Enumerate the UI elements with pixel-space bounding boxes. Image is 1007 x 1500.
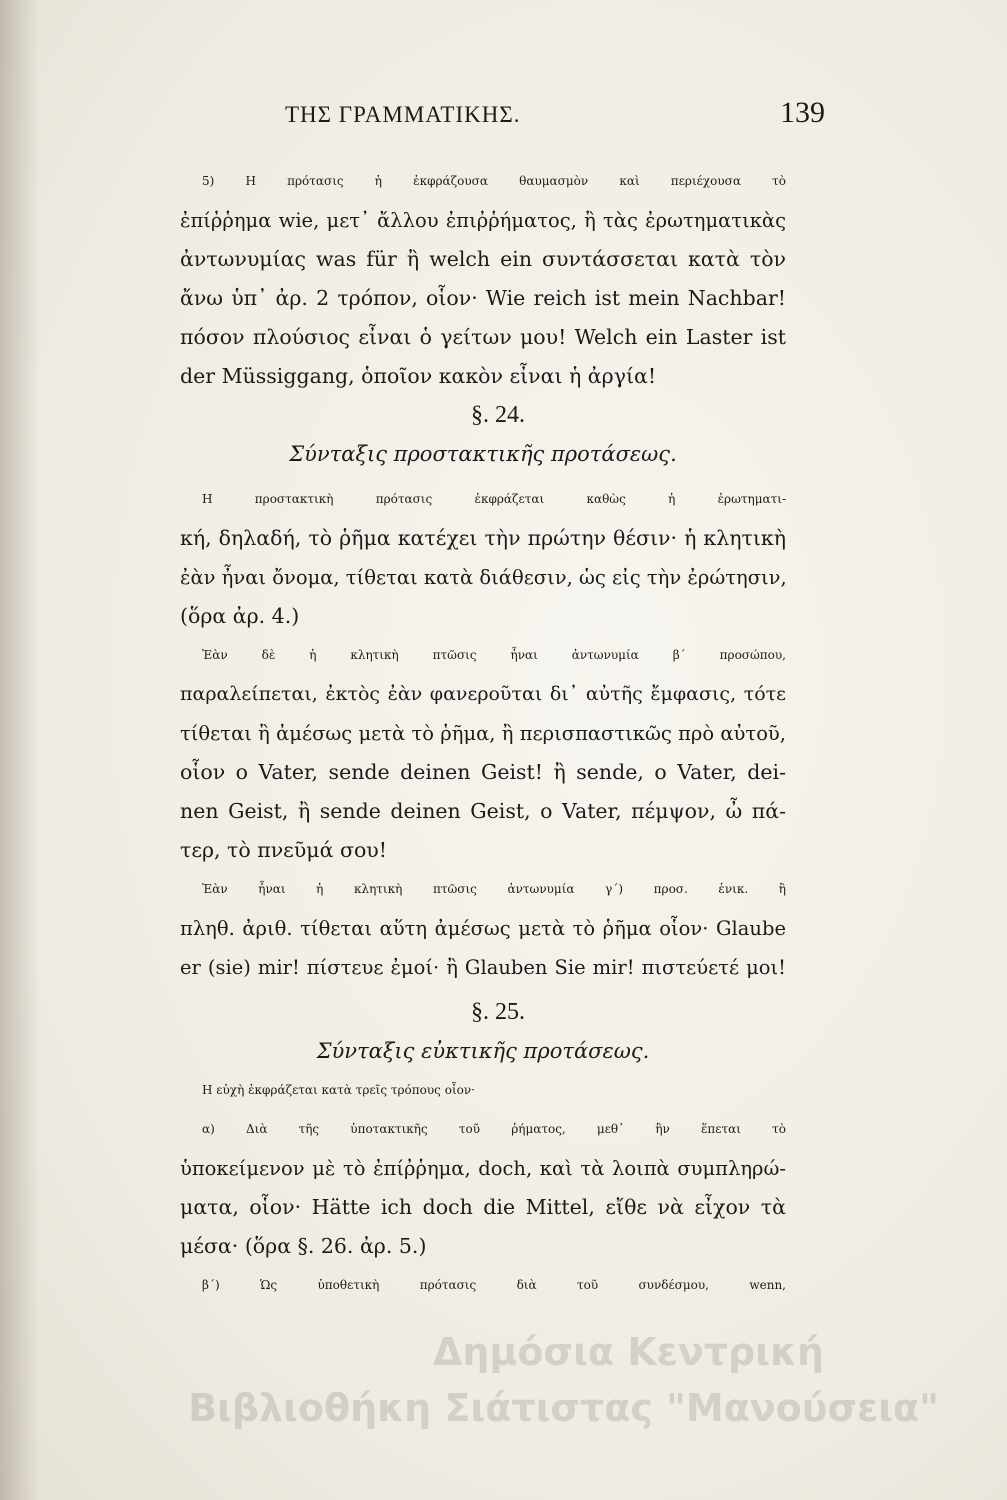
paragraph-imperative	[180, 480, 786, 636]
text-line: ματα, οἷον· Hätte ich doch die Mittel, εἴθε νὰ εἶχον τὰ	[180, 1195, 786, 1219]
text-line: er (sie) mir! πίστευε ἐμοί· ἢ Glauben Sie mir! πιστεύετέ μοι!	[180, 956, 786, 979]
running-head: ΤΗΣ ΓΡΑΜΜΑΤΙΚΗΣ.	[285, 102, 521, 127]
section-title-25: Σύνταξις εὐκτικῆς προτάσεως.	[316, 1039, 650, 1063]
text-line: (ὅρα ἀρ. 4.)	[180, 604, 300, 628]
paragraph-third-person	[180, 870, 786, 987]
page-number: 139	[780, 96, 825, 129]
page-edge-shadow	[0, 0, 40, 1500]
paragraph-wish	[180, 1071, 786, 1110]
text-line: ἐπίῤῥημα wie, μετ᾽ ἄλλου ἐπιῤῥήματος, ἢ τὰς ἐρωτηματικὰς	[180, 209, 786, 232]
text-line: μέσα· (ὅρα §. 26. ἀρ. 5.)	[180, 1234, 427, 1258]
text-line: ἐὰν ἦναι ὄνομα, τίθεται κατὰ διάθεσιν, ὡς εἰς τὴν ἐρώτησιν,	[180, 566, 787, 589]
section-title-24: Σύνταξις προστακτικῆς προτάσεως.	[289, 442, 677, 466]
text-line: β΄) Ὡς ὑποθετικὴ πρότασις διὰ τοῦ συνδέσμου, wenn,	[202, 1278, 786, 1292]
paragraph-vocative-pronoun	[180, 636, 786, 870]
text-line: Ἐὰν ἦναι ἡ κλητικὴ πτῶσις ἀντωνυμία γ΄) προσ. ἑνικ. ἢ	[202, 882, 786, 896]
page-header	[285, 96, 825, 136]
page-text	[180, 162, 786, 1305]
section-number-24: §. 24.	[471, 402, 525, 428]
text-line: Η εὐχὴ ἐκφράζεται κατὰ τρεῖς τρόπους οἷον·	[202, 1083, 475, 1097]
paragraph-exclamation	[180, 162, 786, 396]
text-line: nen Geist, ἢ sende deinen Geist, o Vater, πέμψον, ὦ πά-	[180, 799, 786, 823]
text-line: κή, δηλαδή, τὸ ῥῆμα κατέχει τὴν πρώτην θέσιν· ἡ κλητικὴ	[180, 526, 786, 550]
text-line: Ἐὰν δὲ ἡ κλητικὴ πτῶσις ἦναι ἀντωνυμία β΄ προσώπου,	[202, 648, 786, 662]
text-line: πόσον πλούσιος εἶναι ὁ γείτων μου! Welch ein Laster ist	[180, 325, 786, 349]
text-line: παραλείπεται, ἐκτὸς ἐὰν φανεροῦται δι᾽ αὐτῆς ἔμφασις, τότε	[180, 683, 786, 705]
text-line: der Müssiggang, ὁποῖον κακὸν εἶναι ἡ ἀργία!	[180, 364, 657, 388]
text-line: οἷον o Vater, sende deinen Geist! ἢ sende, o Vater, dei-	[180, 760, 786, 784]
paragraph-conditional	[180, 1266, 786, 1305]
library-watermark-line2: Βιβλιοθήκη Σιάτιστας "Μανούσεια"	[188, 1386, 939, 1430]
text-line: τίθεται ἢ ἀμέσως μετὰ τὸ ῥῆμα, ἢ περισπαστικῶς πρὸ αὐτοῦ,	[180, 722, 786, 745]
text-line: 5) Η πρότασις ἡ ἐκφράζουσα θαυμασμὸν καὶ περιέχουσα τὸ	[202, 174, 786, 188]
paragraph-subjunctive	[180, 1110, 786, 1266]
text-line: Η προστακτικὴ πρότασις ἐκφράζεται καθὼς ἡ ἐρωτηματι-	[202, 492, 786, 506]
library-watermark-line1: Δημόσια Κεντρική	[432, 1330, 825, 1374]
text-line: πληθ. ἀριθ. τίθεται αὕτη ἀμέσως μετὰ τὸ ῥῆμα οἷον· Glaube	[180, 917, 786, 940]
text-line: ἄνω ὑπ᾽ ἀρ. 2 τρόπον, οἷον· Wie reich ist mein Nachbar!	[180, 286, 786, 310]
text-line: τερ, τὸ πνεῦμά σου!	[180, 838, 387, 862]
text-line: α) Διὰ τῆς ὑποτακτικῆς τοῦ ῥήματος, μεθ᾽ ἣν ἕπεται τὸ	[202, 1122, 786, 1136]
text-line: ἀντωνυμίας was für ἢ welch ein συντάσσεται κατὰ τὸν	[180, 247, 786, 271]
text-line: ὑποκείμενον μὲ τὸ ἐπίῤῥημα, doch, καὶ τὰ λοιπὰ συμπληρώ-	[180, 1157, 786, 1180]
section-number-25: §. 25.	[471, 999, 525, 1025]
